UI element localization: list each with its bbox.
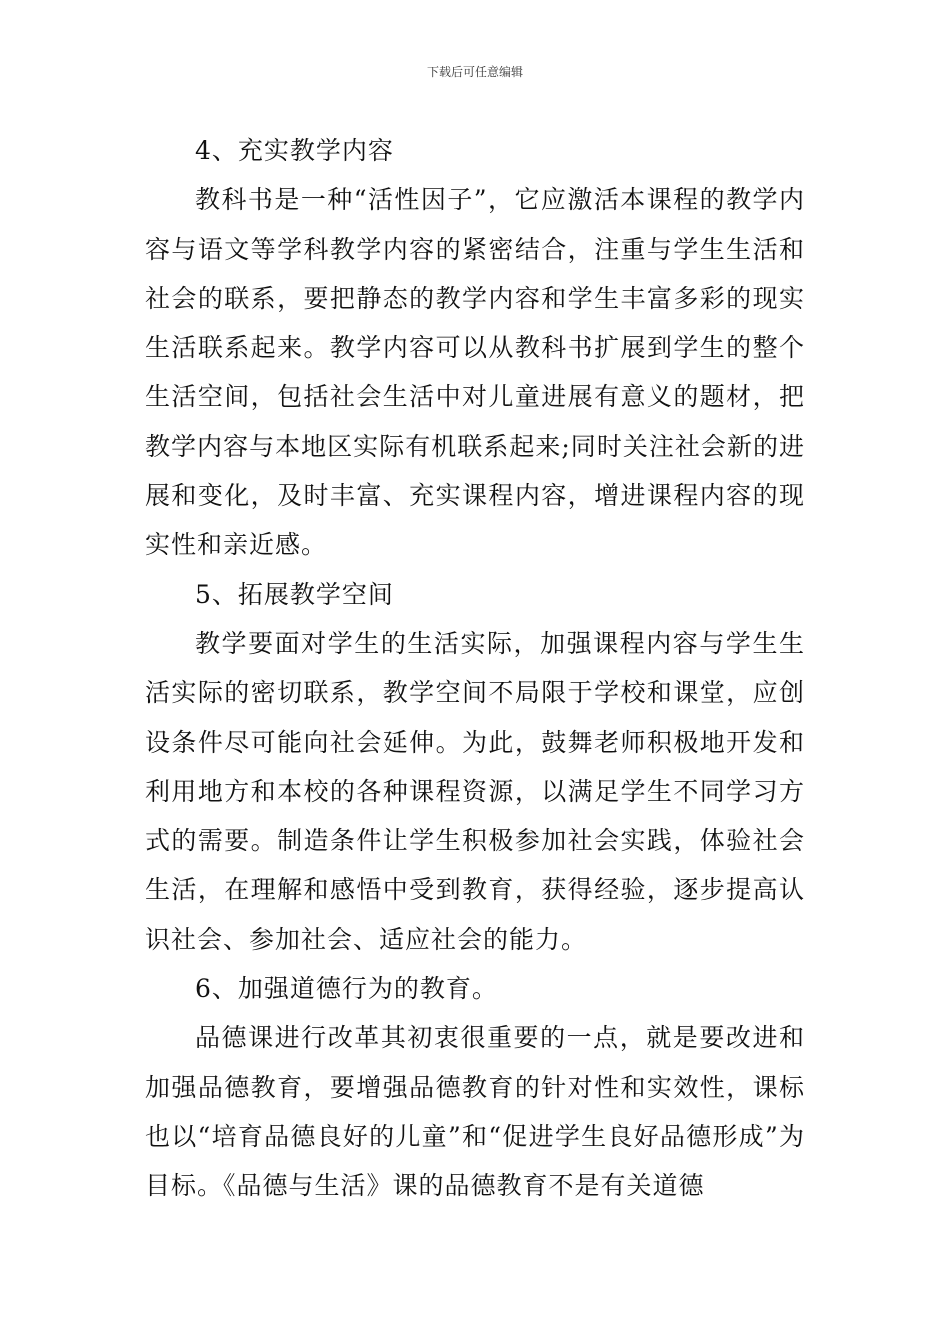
section-paragraph-5: 教学要面对学生的生活实际，加强课程内容与学生生活实际的密切联系，教学空间不局限于学校和课堂，应创设条件尽可能向社会延伸。为此，鼓舞老师积极地开发和利用地方和本校的各种课程资源，以满足学生不同学习方式的需要。制造条件让学生积极参加社会实践，体验社会生活，在理解和感悟中受到教育，获得经验，逐步提高认识社会、参加社会、适应社会的能力。: [145, 628, 805, 954]
section-heading-5: 5、拓展教学空间: [195, 579, 394, 609]
section-paragraph-4: 教科书是一种“活性因子”，它应激活本课程的教学内容与语文等学科教学内容的紧密结合，注重与学生生活和社会的联系，要把静态的教学内容和学生丰富多彩的现实生活联系起来。教学内容可以从教科书扩展到学生的整个生活空间，包括社会生活中对儿童进展有意义的题材，把教学内容与本地区实际有机联系起来;同时关注社会新的进展和变化，及时丰富、充实课程内容，增进课程内容的现实性和亲近感。: [145, 185, 805, 560]
document-body: [145, 126, 805, 1211]
section-heading-6: 6、加强道德行为的教育。: [195, 974, 498, 1004]
section-paragraph-6: 品德课进行改革其初衷很重要的一点，就是要改进和加强品德教育，要增强品德教育的针对性和实效性，课标也以“培育品德良好的儿童”和“促进学生良好品德形成”为目标。《品德与生活》课的品德教育不是有关道德: [145, 1023, 805, 1201]
page-header-note: 下载后可任意编辑: [426, 65, 523, 79]
section-heading-4: 4、充实教学内容: [195, 136, 394, 165]
